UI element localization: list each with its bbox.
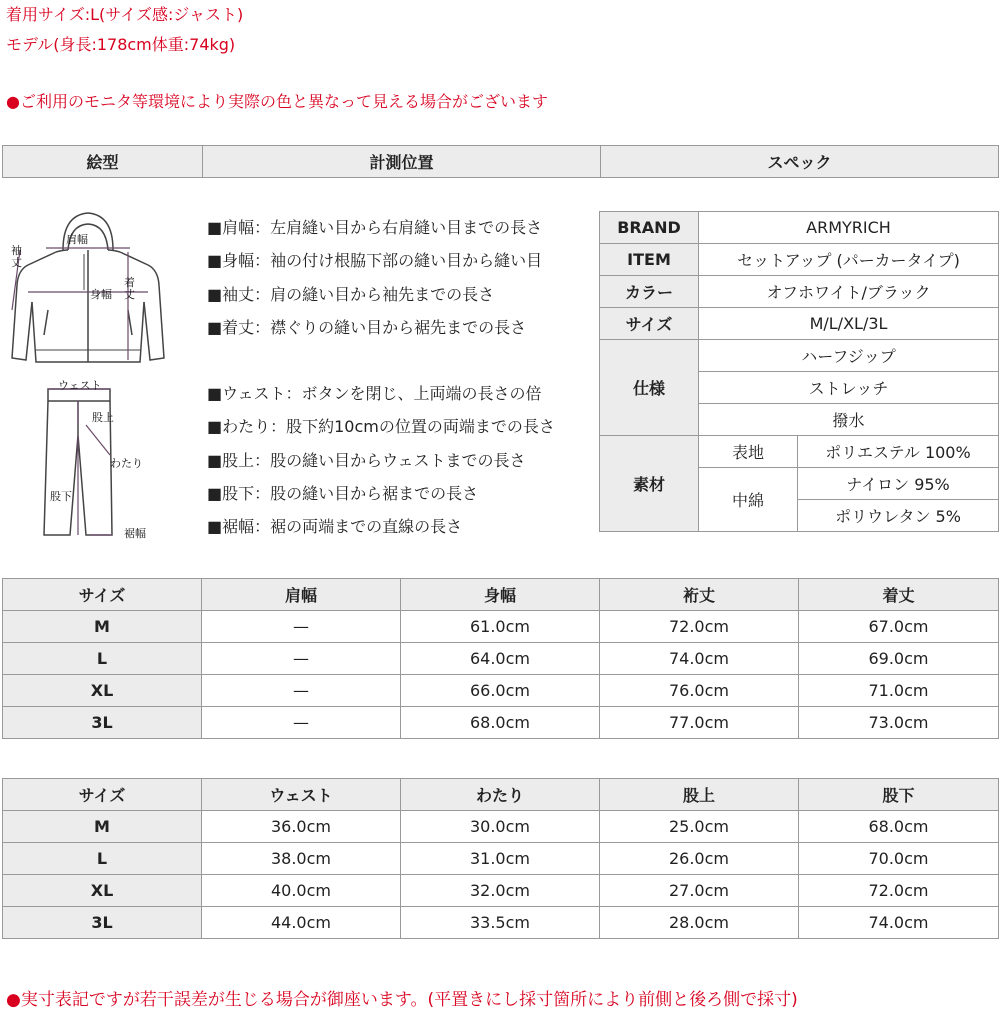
measure-item: ■裾幅：裾の両端までの直線の長さ (207, 517, 463, 537)
table-cell: 28.0cm (600, 907, 799, 939)
bottoms-size-table (2, 778, 999, 939)
body-width-label: 身幅 (90, 288, 112, 301)
table-row (3, 907, 999, 939)
spec-brand-value: ARMYRICH (699, 212, 999, 244)
size-cell: XL (3, 875, 202, 907)
section-header-table (2, 145, 999, 178)
table-cell: 66.0cm (401, 675, 600, 707)
spec-color-value: オフホワイト/ブラック (699, 276, 999, 308)
measure-item: ■身幅：袖の付け根脇下部の縫い目から縫い目 (207, 251, 543, 271)
shoulder-label: 肩幅 (66, 233, 88, 246)
table-cell: 38.0cm (202, 843, 401, 875)
table-row (3, 875, 999, 907)
spec-feature-value: 撥水 (699, 404, 999, 436)
spec-material-label: 素材 (600, 436, 699, 532)
column-header: サイズ (3, 579, 202, 611)
spec-feature-value: ハーフジップ (699, 340, 999, 372)
table-row (3, 707, 999, 739)
spec-feature-label: 仕様 (600, 340, 699, 436)
spec-brand-label: BRAND (600, 212, 699, 244)
spec-size-value: M/L/XL/3L (699, 308, 999, 340)
table-cell: 68.0cm (401, 707, 600, 739)
column-header: サイズ (3, 779, 202, 811)
header-spec: スペック (601, 146, 999, 178)
table-cell: 76.0cm (600, 675, 799, 707)
spec-table (599, 211, 999, 532)
footer-notice-text: ●実寸表記ですが若干誤差が生じる場合が御座います。(平置きにし採寸箇所により前側と後ろ側で採寸) (6, 990, 798, 1010)
table-cell: 33.5cm (401, 907, 600, 939)
color-notice-text: ●ご利用のモニタ等環境により実際の色と異なって見える場合がございます (6, 92, 548, 111)
table-cell: 68.0cm (799, 811, 999, 843)
table-cell: 32.0cm (401, 875, 600, 907)
length-label: 着 丈 (124, 276, 135, 301)
table-cell: 67.0cm (799, 611, 999, 643)
table-row (3, 843, 999, 875)
table-cell: — (202, 611, 401, 643)
bottoms-measure-list (207, 377, 555, 543)
table-cell: 31.0cm (401, 843, 600, 875)
size-cell: L (3, 843, 202, 875)
column-header: ウェスト (202, 779, 401, 811)
table-cell: 70.0cm (799, 843, 999, 875)
measure-item: ■ウェスト：ボタンを閉じ、上両端の長さの倍 (207, 384, 542, 403)
column-header: 股下 (799, 779, 999, 811)
spec-item-label: ITEM (600, 244, 699, 276)
table-cell: — (202, 675, 401, 707)
spec-padding-value: ナイロン 95% (798, 468, 999, 500)
column-header: 裄丈 (600, 579, 799, 611)
table-cell: 26.0cm (600, 843, 799, 875)
table-cell: 27.0cm (600, 875, 799, 907)
table-cell: 72.0cm (799, 875, 999, 907)
size-cell: M (3, 611, 202, 643)
measure-item: ■袖丈：肩の縫い目から袖先までの長さ (207, 284, 495, 304)
spec-outer-value: ポリエステル 100% (798, 436, 999, 468)
size-cell: M (3, 811, 202, 843)
column-header: わたり (401, 779, 600, 811)
table-cell: 69.0cm (799, 643, 999, 675)
table-cell: 71.0cm (799, 675, 999, 707)
table-row (3, 811, 999, 843)
thigh-label: わたり (110, 457, 143, 470)
waist-label: ウェスト (58, 379, 102, 392)
column-header: 股上 (600, 779, 799, 811)
tops-size-table (2, 578, 999, 739)
measure-item: ■股下：股の縫い目から裾までの長さ (207, 483, 479, 503)
table-cell: 74.0cm (600, 643, 799, 675)
measure-item: ■肩幅：左肩縫い目から右肩縫い目までの長さ (207, 218, 543, 237)
spec-feature-value: ストレッチ (699, 372, 999, 404)
size-cell: 3L (3, 707, 202, 739)
spec-size-label: サイズ (600, 308, 699, 340)
spec-outer-label: 表地 (699, 436, 798, 468)
size-cell: L (3, 643, 202, 675)
table-cell: 44.0cm (202, 907, 401, 939)
hoodie-illustration (8, 210, 168, 375)
measure-item: ■着丈：襟ぐりの縫い目から裾先までの長さ (207, 317, 527, 337)
table-row (3, 675, 999, 707)
model-text: モデル(身長:178cm体重:74kg) (6, 35, 236, 54)
header-illustration: 絵型 (3, 146, 203, 178)
table-cell: 25.0cm (600, 811, 799, 843)
column-header: 着丈 (799, 579, 999, 611)
table-cell: 61.0cm (401, 611, 600, 643)
table-cell: 40.0cm (202, 875, 401, 907)
inseam-label: 股下 (50, 490, 72, 503)
size-cell: 3L (3, 907, 202, 939)
measure-item: ■わたり：股下約10cmの位置の両端までの長さ (207, 417, 555, 437)
table-row (3, 611, 999, 643)
table-cell: — (202, 707, 401, 739)
column-header: 肩幅 (202, 579, 401, 611)
table-cell: 72.0cm (600, 611, 799, 643)
size-cell: XL (3, 675, 202, 707)
spec-item-value: セットアップ (パーカータイプ) (699, 244, 999, 276)
table-row (3, 643, 999, 675)
table-cell: — (202, 643, 401, 675)
spec-color-label: カラー (600, 276, 699, 308)
measure-item: ■股上：股の縫い目からウェストまでの長さ (207, 450, 526, 470)
sleeve-label: 袖 丈 (11, 244, 22, 269)
table-cell: 73.0cm (799, 707, 999, 739)
rise-label: 股上 (92, 411, 114, 424)
table-cell: 30.0cm (401, 811, 600, 843)
table-cell: 36.0cm (202, 811, 401, 843)
table-cell: 77.0cm (600, 707, 799, 739)
column-header: 身幅 (401, 579, 600, 611)
tops-measure-list (207, 211, 542, 344)
header-measure-position: 計測位置 (203, 146, 601, 178)
spec-padding-value: ポリウレタン 5% (798, 500, 999, 532)
table-cell: 74.0cm (799, 907, 999, 939)
size-worn-text: 着用サイズ:L(サイズ感:ジャスト) (6, 5, 244, 24)
table-cell: 64.0cm (401, 643, 600, 675)
spec-padding-label: 中綿 (699, 468, 798, 532)
hem-label: 裾幅 (124, 527, 146, 540)
